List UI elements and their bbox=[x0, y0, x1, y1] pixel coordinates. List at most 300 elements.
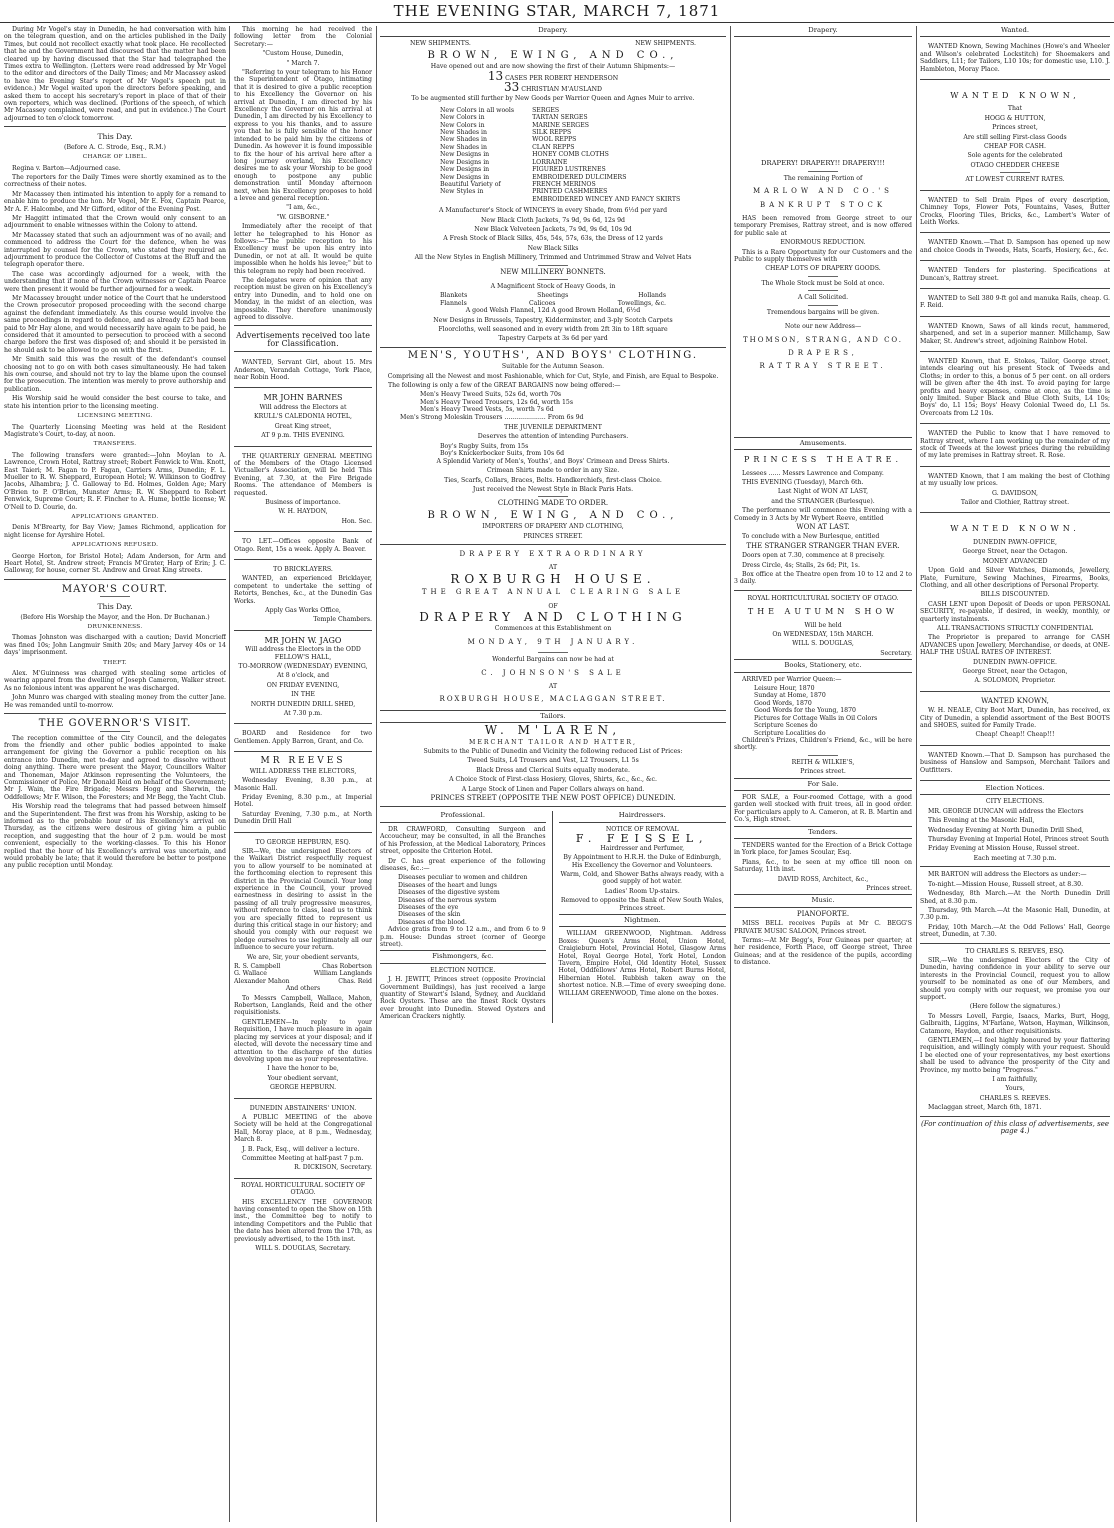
advert-text: Princes street, bbox=[992, 124, 1038, 132]
article-paragraph: The case was accordingly adjourned for a week, with the understanding that if none of the Crown witnesses or Captain Pearce were then present it would be further adjourned for a week. bbox=[4, 270, 226, 293]
advert-text: Dress Circle, 4s; Stalls, 2s 6d; Pit, 1s. bbox=[742, 561, 860, 569]
goods-item: New Styles in bbox=[440, 188, 484, 196]
book-item: Good Words, 1870 bbox=[754, 699, 812, 707]
advert-text: AT 9 p.m. THIS EVENING. bbox=[261, 432, 345, 440]
goods-item: New Shades in bbox=[440, 136, 487, 144]
signatory: Chas Robertson bbox=[322, 963, 372, 971]
divider bbox=[920, 1116, 1110, 1117]
advert-text: WANTED Known.—That D. Sampson has purchased the business of Hanslow and Sampson, Merchant Tailors and Outfitters. bbox=[920, 751, 1110, 774]
advert-text: Comprising all the Newest and most Fashionable, which for Cut, Style, and Finish, are Equal to Bespoke. bbox=[387, 372, 719, 380]
advert-title: WANTED KNOWN, bbox=[950, 91, 1080, 101]
advert-text: and the STRANGER (Burlesque). bbox=[771, 497, 875, 505]
advert-text: New Designs in Brussels, Tapestry, Kidderminster, and 3-ply Scotch Carpets bbox=[433, 316, 673, 324]
advert-text: Saturday Evening, 7.30 p.m., at North Dunedin Drill Hall bbox=[234, 810, 372, 826]
advert-text: SIR—We, the undersigned Electors of the Waikari District respectfully request you to allow yourself to be nominated at the forthcoming election to represent this district in the Provincial Council. Your long experience in the Council, your proved earnestness in desiring to assist in the passing of all truly progressive measures, without reference to class, lead us to think you are specially fitted to represent us during this critical stage in our history; and should you comply with our request we pledge ourselves to use legitimately all our influence to secure your return. bbox=[234, 847, 372, 952]
advert-text: WANTED to Sell Drain Pipes of every description, Chimney Tops, Flower Pots, Fountains, Vases, Butter Crocks, Flooring Tiles, Bricks, &c., Lambert's Water of Leith Works. bbox=[920, 196, 1110, 226]
advert-text: MONEY ADVANCED bbox=[982, 557, 1048, 565]
court-bench: (Before His Worship the Mayor, and the Hon. Dr Buchanan.) bbox=[20, 613, 210, 621]
advert-text: BOARD and Residence for two Gentlemen. Apply Barron, Grant, and Co. bbox=[234, 730, 372, 745]
section-heading: MAYOR'S COURT. bbox=[61, 583, 169, 595]
goods-item: Flannels bbox=[440, 299, 467, 307]
advert-title: PIANOFORTE. bbox=[796, 909, 850, 918]
advert-title: ENORMOUS REDUCTION. bbox=[780, 239, 866, 247]
goods-item: HONEY COMB CLOTHS bbox=[532, 151, 609, 159]
goods-item: Hollands bbox=[638, 292, 666, 300]
advert-text: To be augmented still further by New Goods per Warrior Queen and Agnes Muir to arrive. bbox=[411, 95, 695, 103]
article-paragraph: Mr Smith said this was the result of the defendant's counsel choosing not to go on with both cases simultaneously. He had taken his own course, and should not try to lay the blame upon the counsel for the prosecution. The intention was merely to prove authorship and publication. bbox=[4, 356, 226, 393]
advert-text: THIS EVENING (Tuesday), March 6th. bbox=[742, 478, 864, 486]
section-label: Tailors. bbox=[380, 710, 726, 723]
advert-wanted bbox=[920, 236, 1110, 261]
advert-hepburn bbox=[234, 836, 372, 1099]
article-paragraph: Immediately after the receipt of that letter he telegraphed to his Honor as follows:—"The public reception to his Excellency must be upon his entry into Dunedin, or not at all. It would be quite impossible when he holds his levee;" but to this telegram no reply had been received. bbox=[234, 223, 372, 275]
advert-title: F. FEISSEL, bbox=[575, 832, 709, 846]
article-paragraph: Thomas Johnston was discharged with a caution; David Moncrieff was fined 10s; John Langmuir Smith 20s; and Mary Jarvey 40s or 14 days' imprisonment. bbox=[4, 634, 226, 657]
signatory-row bbox=[234, 978, 372, 985]
advert-title: MR JOHN BARNES bbox=[263, 393, 343, 403]
brown-ewing-title: BROWN, EWING, AND CO., bbox=[427, 509, 679, 521]
advert-text: J. B. Pack, Esq., will deliver a lecture. bbox=[242, 1145, 360, 1153]
advert-title: MR JOHN W. JAGO bbox=[264, 635, 342, 645]
shipments-row bbox=[380, 40, 726, 47]
goods-item: New Colors in bbox=[440, 121, 485, 129]
advert-text: To conclude with a New Burlesque, entitled bbox=[742, 533, 880, 541]
advert-pawn-office bbox=[920, 516, 1110, 691]
advert-title: THOMSON, STRANG, AND CO. bbox=[743, 335, 903, 344]
advert-text: Princes street. bbox=[800, 768, 846, 776]
advert-text: Dr C. has great experience of the following diseases, &c.:— bbox=[380, 857, 546, 872]
advert-text: MR BARTON will address the Electors as under:— bbox=[928, 871, 1087, 879]
advert-text: New Black Silks bbox=[527, 244, 579, 252]
advert-text: Box office at the Theatre open from 10 to 12 and 2 to 3 daily. bbox=[734, 571, 912, 586]
advert-title: NOTICE OF REMOVAL bbox=[605, 825, 679, 833]
column-rule bbox=[229, 26, 230, 1522]
cases-row bbox=[380, 80, 726, 95]
advert-text: WILL ADDRESS THE ELECTORS, bbox=[249, 767, 357, 775]
goods-item: Towellings, &c. bbox=[617, 299, 666, 307]
goods-item: EMBROIDERED WINCEY AND FANCY SKIRTS bbox=[532, 195, 681, 203]
advert-text: DUNEDIN PAWN-OFFICE. bbox=[973, 658, 1057, 666]
advert-text: AT bbox=[548, 683, 558, 690]
advert-title: TO CHARLES S. REEVES, ESQ. bbox=[965, 947, 1065, 955]
classified-right bbox=[559, 811, 727, 1022]
advert-reeves bbox=[234, 755, 372, 832]
continuation-note: (For continuation of this class of advertisements, see page 4.) bbox=[921, 1119, 1109, 1136]
advert-text: Doors open at 7.30, commence at 8 precisely. bbox=[742, 552, 885, 560]
advert-text: Sole agents for the celebrated bbox=[967, 152, 1063, 160]
advert-abstainers bbox=[234, 1102, 372, 1179]
masthead-title: THE EVENING STAR, MARCH 7, 1871 bbox=[0, 0, 1114, 23]
advert-text: At 8 o'clock, and bbox=[276, 672, 330, 680]
sale-date: MONDAY, 9TH JANUARY. bbox=[467, 637, 639, 646]
divider bbox=[4, 126, 226, 127]
goods-item: Blankets bbox=[440, 292, 468, 300]
advert-text: DR CRAWFORD, Consulting Surgeon and Accoucheur, may be consulted, in all the Branches of his Profession, at the Medical Laboratory, Princes street, opposite the Criterion Hotel. bbox=[380, 825, 546, 856]
book-item: Good Words for the Young, 1870 bbox=[754, 707, 856, 715]
divider bbox=[734, 590, 912, 591]
article-paragraph: The following transfers were granted:—John Moylan to A. Lawrence, Crown Hotel, Rattray street; Robert Fenwick to Wm. Knott, East Taieri; M. Fagan to P. Fagan, Carriers Arms, Dunedin; F. L. Mueller to R. W. Sheppard, European Hotel; W. Wilkinson to Godfrey Jacobs, Alhambra; J. C. Galloway to Ed. Holmes, Golden Age; Mary O'Brien to P. O'Brien, Munster Arms; R. W. Sheppard to Robert Fenwick, Supreme Court; R. F. Fincher to A. Hume, bottle license; W. O'Neil to D. Courie, do. bbox=[4, 451, 226, 511]
advert-text: WANTED Known, Sewing Machines (Howe's and Wheeler and Wilson's celebrated Lockstitch) for Shoemakers and Saddlers, L11; for Tailors, L10 10s; for domestic use, L10. J. Hambleton, Moray Place. bbox=[920, 43, 1110, 73]
section-label: Drapery. bbox=[734, 26, 912, 37]
advert-text: TO LET.—Offices opposite Bank of Otago. Rent, 15s a week. Apply A. Beaver. bbox=[234, 538, 372, 553]
goods-item: New Designs in bbox=[440, 151, 490, 159]
advert-text: Temple Chambers. bbox=[313, 616, 372, 624]
advert-text: That bbox=[1007, 105, 1023, 113]
advert-text: A Large Stock of Linen and Paper Collars always on hand. bbox=[461, 785, 645, 793]
divider bbox=[808, 171, 838, 172]
goods-item: New Shades in bbox=[440, 129, 487, 137]
advert-text: Crimean Shirts made to order in any Size. bbox=[486, 467, 620, 475]
advert-text: Wonderful Bargains can now be had at bbox=[492, 656, 614, 664]
divider bbox=[808, 290, 838, 291]
advert-title: MARLOW AND CO.'S bbox=[753, 187, 893, 196]
advert-text: Business of importance. bbox=[265, 498, 341, 506]
advert-text: Children's Prizes, Children's Friend, &c., will be here shortly. bbox=[734, 736, 912, 752]
signatory: Alexander Mahon bbox=[234, 977, 290, 985]
advert-title: DRAPERY! DRAPERY!! DRAPERY!!! bbox=[761, 159, 885, 168]
advert-text: GENTLEMEN—In reply to your Requisition, I have much pleasure in again placing my services at your disposal; and if elected, will devote the necessary time and attention to the discharge of the duties devolving upon me as your representative. bbox=[234, 1018, 372, 1063]
divider bbox=[538, 279, 568, 280]
advert-text: The performance will commence this Evening with a Comedy in 3 Acts by Mr Wybert Reeve, entitled bbox=[734, 507, 912, 522]
advert-royal-horticultural bbox=[234, 1182, 372, 1253]
section-label: Books, Stationery, etc. bbox=[734, 659, 912, 672]
advert-text: Black Dress and Clerical Suits equally moderate. bbox=[476, 766, 630, 774]
advert-text: G. DAVIDSON, bbox=[992, 489, 1038, 497]
advert-text: WILL S. DOUGLAS, bbox=[792, 640, 854, 648]
advert-text: A Splendid Variety of Men's, Youths', and Boys' Crimean and Dress Shirts. bbox=[436, 457, 670, 465]
goods-item: Beautiful Variety of bbox=[440, 180, 501, 188]
classified-left bbox=[380, 811, 546, 1022]
advert-text: IMPORTERS OF DRAPERY AND CLOTHING, bbox=[482, 523, 624, 531]
letter-signature: "W. GISBORNE." bbox=[276, 213, 330, 221]
article-paragraph: His Worship said he would consider the best course to take, and state his intention prior to the licensing meeting. bbox=[4, 395, 226, 410]
advert-text: By Appointment to H.R.H. the Duke of Edinburgh, His Excellency the Governor and Volunteers. bbox=[563, 854, 722, 869]
advert-text: KRULL'S CALEDONIA HOTEL, bbox=[254, 413, 352, 421]
advert-text: Cheap! Cheap!! Cheap!!! bbox=[975, 731, 1055, 739]
article-paragraph: Mr Haggitt intimated that the Crown would only consent to an adjournment to enable witnesses within the Colony to attend. bbox=[4, 214, 226, 230]
advert-text: This Evening at the Masonic Hall, bbox=[928, 817, 1035, 825]
column-rule bbox=[916, 26, 917, 1522]
section-label: Amusements. bbox=[734, 437, 912, 450]
advert-text: AT LOWEST CURRENT RATES. bbox=[965, 176, 1065, 184]
advert-text: Ties, Scarfs, Collars, Braces, Belts. Handkerchiefs, first-class Choice. bbox=[444, 476, 662, 484]
disease-item: Diseases of the eye bbox=[398, 903, 459, 911]
advert-wanted bbox=[920, 320, 1110, 352]
divider bbox=[380, 544, 726, 545]
bargain-item: Men's Heavy Tweed Vests, 5s, worth 7s 6d bbox=[420, 406, 554, 414]
advert-text: A Call Solicited. bbox=[797, 294, 849, 302]
advert-text: Advice gratis from 9 to 12 a.m., and from 6 to 9 p.m. House: Dundas street (corner of George street). bbox=[380, 926, 546, 948]
advert-text: We are, Sir, your obedient servants, bbox=[246, 953, 360, 961]
divider bbox=[234, 351, 372, 352]
article-paragraph: Regina v. Barton—Adjourned case. bbox=[12, 164, 121, 172]
article-paragraph: The reporters for the Daily Times were shortly examined as to the correctness of their notes. bbox=[4, 173, 226, 189]
advert-text: GEORGE HEPBURN. bbox=[269, 1084, 337, 1092]
advert-text: PRINCES STREET. bbox=[523, 532, 583, 540]
cases-row bbox=[380, 68, 726, 83]
advert-text: CASH LENT upon Deposit of Deeds or upon PERSONAL SECURITY, re-payable, if desired, in weekly, monthly, or quarterly instalments. bbox=[920, 600, 1110, 623]
advert-text: Secretary. bbox=[880, 649, 912, 657]
advert-text: Each meeting at 7.30 p.m. bbox=[973, 854, 1057, 862]
advert-text: ALL TRANSACTIONS STRICTLY CONFIDENTIAL bbox=[936, 624, 1094, 632]
letter-address: "Custom House, Dunedin, bbox=[262, 50, 344, 58]
advert-wanted bbox=[920, 470, 1110, 514]
column-rule bbox=[376, 26, 377, 1522]
signatory-row bbox=[234, 963, 372, 970]
advert-text: WANTED, an experienced Bricklayer, competent to undertake the setting of Retorts, Benches, &c., at the Dunedin Gas Works. bbox=[234, 575, 372, 605]
column-news bbox=[4, 26, 226, 1522]
advert-text: Wednesday, 8th March.—At the North Dunedin Drill Shed, at 8.30 p.m. bbox=[920, 890, 1110, 905]
advert-text: Last Night of WON AT LAST, bbox=[777, 488, 869, 496]
goods-item: New Shades in bbox=[440, 143, 487, 151]
advert-text: DUNEDIN PAWN-OFFICE, bbox=[973, 538, 1057, 546]
advert-text: ARRIVED per Warrior Queen:— bbox=[742, 675, 842, 683]
book-item: Scripture Localities do bbox=[754, 729, 826, 737]
advert-text: OF bbox=[548, 602, 558, 610]
advert-text: WILLIAM GREENWOOD, Nightman. Address Boxes: Queen's Arms Hotel, Union Hotel, Craigieburn Hotel, Provincial Hotel, Glasgow Arms Hotel, Royal George Hotel, York Hotel, London Tavern, Empire Hotel, Old Identity Hotel, Sussex Hotel, Oddfellows' Arms Hotel, Robert Burns Hotel, Hibernian Hotel. Rubbish taken away on the shortest notice. N.B.—Time of every sweeping done. WILLIAM GREENWOOD, Time alone on the boxes. bbox=[558, 930, 726, 997]
advert-title: WON AT LAST. bbox=[796, 522, 850, 531]
subheading: DRUNKENNESS. bbox=[87, 624, 143, 631]
advert-text: THE QUARTERLY GENERAL MEETING of the Members of the Otago Licensed Victualler's Association, will be held This Evening, at 7.30, at the Fire Brigade Rooms. The attendance of Members is requested. bbox=[234, 452, 372, 497]
advert-text: Friday, 10th March.—At the Odd Fellows' Hall, George street, Dunedin, at 7.30. bbox=[920, 923, 1110, 939]
advert-text: New Black Velveteen Jackets, 7s 9d, 9s 6d, 10s 9d bbox=[474, 225, 632, 233]
section-heading: Advertisements received too late for Classification. bbox=[236, 331, 370, 348]
advert-text: WANTED Known, that I am making the best of Clothing at my usually low prices. bbox=[920, 472, 1110, 488]
divider bbox=[808, 305, 838, 306]
advert-text: Maclaggan street, March 6th, 1871. bbox=[928, 1104, 1042, 1112]
advert-title: CITY ELECTIONS. bbox=[985, 798, 1045, 806]
goods-item: Sheetings bbox=[537, 292, 569, 300]
advert-title: MR REEVES bbox=[260, 756, 346, 767]
ship-name: CHRISTIAN M'AUSLAND bbox=[521, 86, 603, 94]
divider bbox=[538, 652, 568, 653]
letter-closing: "I am, &c., bbox=[286, 204, 320, 212]
advert-bricklayers bbox=[234, 563, 372, 631]
advert-text: To Messrs Lovell, Fargie, Isaacs, Marks, Burt, Hogg, Galbraith, Liggins, M'Farlane, Watson, Hayman, Wilkinson, Catamore, Haydon, and other requisitionists. bbox=[920, 1012, 1110, 1035]
advert-text: MISS BELL receives Pupils at Mr C. BEGG'S PRIVATE MUSIC SALOON, Princes street. bbox=[734, 920, 912, 935]
goods-left-list bbox=[440, 107, 514, 203]
goods-list bbox=[380, 107, 726, 203]
advert-text: ROXBURGH HOUSE, MACLAGGAN STREET. bbox=[439, 695, 667, 704]
signatory: G. Wallace bbox=[234, 970, 267, 978]
advert-text: PRINCES STREET (OPPOSITE THE NEW POST OFFICE) DUNEDIN. bbox=[430, 794, 676, 803]
advert-text: Boy's Knickerbocker Suits, from 10s 6d bbox=[440, 450, 565, 458]
goods-item: New Colors in all wools bbox=[440, 106, 515, 114]
column-rule bbox=[730, 26, 731, 1522]
section-heading: THE GOVERNOR'S VISIT. bbox=[38, 718, 192, 730]
column-rule bbox=[552, 811, 553, 1022]
disease-item: Diseases of the heart and lungs bbox=[398, 881, 497, 889]
goods-item: New Designs in bbox=[440, 158, 490, 166]
disease-item: Diseases peculiar to women and children bbox=[398, 874, 528, 882]
divider bbox=[808, 276, 838, 277]
section-label: Wanted. bbox=[920, 26, 1110, 37]
advert-text: ON FRIDAY EVENING, bbox=[266, 681, 340, 689]
article-paragraph: Denis M'Brearty, for Bay View; James Richmond, application for night license for Ayrshire Hotel. bbox=[4, 524, 226, 539]
letter-date: " March 7. bbox=[286, 59, 320, 67]
subheading: THEFT. bbox=[103, 659, 127, 666]
goods-item: New Colors in bbox=[440, 114, 485, 122]
advert-title: DUNEDIN ABSTAINERS' UNION. bbox=[249, 1104, 357, 1112]
advert-text: Princes street. bbox=[866, 885, 912, 892]
bargain-item: Men's Heavy Tweed Trousers, 12s 6d, worth 15s bbox=[420, 398, 573, 406]
goods-item: WOOL REPPS bbox=[532, 136, 577, 144]
advert-text: DAVID ROSS, Architect, &c., bbox=[777, 875, 869, 883]
subheading: APPLICATIONS GRANTED. bbox=[71, 513, 159, 520]
column-news-and-ads bbox=[234, 26, 372, 1522]
advert-text: BILLS DISCOUNTED. bbox=[980, 591, 1050, 599]
advert-text: Thursday Evening at Imperial Hotel, Princes street South bbox=[928, 836, 1109, 844]
advert-text: Will address the Electors at bbox=[259, 403, 347, 411]
mlaren-title: W. M'LAREN, bbox=[484, 723, 622, 738]
bargain-item: Men's Strong Moleskin Trousers ..................... From 6s 9d bbox=[400, 413, 584, 421]
advert-wanted bbox=[920, 427, 1110, 467]
advert-text: Apply Gas Works Office, bbox=[265, 607, 341, 614]
advert-title: C. JOHNSON'S SALE bbox=[481, 668, 625, 677]
advert-text: The Proprietor is prepared to arrange for CASH ADVANCES upon Jewellery, Merchandise, or deeds, at ONE-HALF THE USUAL RATES OF INTEREST. bbox=[920, 634, 1110, 657]
advert-text: Lessees ...... Messrs Lawrence and Company. bbox=[742, 469, 884, 477]
heavy-goods-row bbox=[380, 292, 726, 299]
book-item: Leisure Hour, 1870 bbox=[754, 685, 815, 693]
advert-barnes bbox=[234, 391, 372, 446]
advert-text: A Magnificent Stock of Heavy Goods, in bbox=[490, 282, 616, 290]
advert-text: A Fresh Stock of Black Silks, 45s, 54s, 57s, 63s, the Dress of 12 yards bbox=[443, 235, 663, 243]
advert-text: R. DICKISON, Secretary. bbox=[294, 1164, 372, 1172]
advert-wanted bbox=[920, 292, 1110, 317]
book-item: Scripture Scenes do bbox=[754, 722, 818, 730]
advert-text: A PUBLIC MEETING of the above Society will be held at the Congregational Hall, Moray place, at 8 p.m., Wednesday, March 8. bbox=[234, 1113, 372, 1144]
advert-text: Ladies' Room Up-stairs. bbox=[604, 887, 680, 895]
article-paragraph: Mr Macassey then intimated his intention to apply for a remand to enable him to produce the hon. Mr Vogel, Mr E. Fox, Captain Pearce, Mr A. F. Halcombe, and Mr Gifford, editor of the Evening Post. bbox=[4, 190, 226, 213]
advert-text: TENDERS wanted for the Erection of a Brick Cottage in York place, for James Scoular, Esq. bbox=[734, 841, 912, 857]
advert-text: MERCHANT TAILOR AND HATTER, bbox=[469, 738, 637, 746]
advert-text: Wednesday Evening at North Dunedin Drill Shed, bbox=[928, 826, 1084, 834]
advert-text: George Street, near the Octagon. bbox=[962, 548, 1068, 556]
disease-item: Diseases of the nervous system bbox=[398, 896, 497, 904]
blank-space bbox=[734, 40, 912, 160]
advert-text: Note our new Address— bbox=[784, 323, 862, 331]
section-heading: This Day. bbox=[97, 132, 133, 142]
subheading: TRANSFERS. bbox=[93, 441, 137, 448]
heavy-goods-row bbox=[380, 300, 726, 307]
advert-text: Are still selling First-class Goods bbox=[963, 133, 1067, 141]
advert-text: Tailor and Clothier, Rattray street. bbox=[960, 499, 1070, 507]
section-label: Nightmen. bbox=[559, 914, 727, 927]
advert-text: I have the honor to be, bbox=[267, 1065, 339, 1073]
divider bbox=[1000, 172, 1030, 173]
advert-text: The Whole Stock must be Sold at once. bbox=[761, 279, 885, 287]
court-bench: (Before A. C. Strode, Esq., R.M.) bbox=[64, 143, 166, 151]
ship-name: CASES PER ROBERT HENDERSON bbox=[505, 74, 619, 82]
diseases-list bbox=[380, 874, 546, 926]
divider bbox=[920, 943, 1110, 944]
advert-to-let bbox=[234, 535, 372, 560]
section-label: Drapery. bbox=[380, 26, 726, 37]
advert-jago bbox=[234, 634, 372, 725]
section-label: Music. bbox=[734, 894, 912, 907]
advert-text: Have opened out and are now showing the first of their Autumn Shipments:— bbox=[430, 63, 676, 71]
signatory: R. S. Campbell bbox=[234, 963, 281, 971]
advert-text: Upon Gold and Silver Watches, Diamonds, Jewellery, Plate, Furniture, Sewing Machines, Firearms, Books, Clothing, and all other descriptions of Personal Property. bbox=[920, 567, 1110, 589]
advert-text: Hon. Sec. bbox=[341, 517, 372, 525]
advert-text: To Messrs Campbell, Wallace, Mahon, Robertson, Langlands, Reid and the other requisitionists. bbox=[234, 994, 372, 1017]
advert-text: A. SOLOMON, Proprietor. bbox=[974, 677, 1056, 685]
advert-wanted bbox=[920, 264, 1110, 289]
advert-text: I am faithfully, bbox=[992, 1076, 1038, 1084]
goods-item: CLAN REPPS bbox=[532, 143, 575, 151]
advert-text: (Here follow the signatures.) bbox=[969, 1003, 1061, 1011]
advert-text: NORTH DUNEDIN DRILL SHED, bbox=[250, 700, 356, 708]
goods-item: SERGES bbox=[532, 106, 560, 114]
disease-item: Diseases of the blood. bbox=[398, 918, 467, 926]
advert-text: Tapestry Carpets at 3s 6d per yard bbox=[498, 335, 608, 343]
advert-text: Thursday, 9th March.—At the Masonic Hall, Dunedin, at 7.30 p.m. bbox=[920, 906, 1110, 922]
advert-text: Friday Evening at Mission House, Russel street. bbox=[928, 845, 1080, 853]
goods-item: SILK REPPS bbox=[532, 129, 572, 137]
advert-text: HIS EXCELLENCY THE GOVERNOR having consented to open the Show on 15th inst., the Committee beg to notify to intending Competitors and the Public that the date has been altered from the 17th, as previously advertised, to the 15th inst. bbox=[234, 1198, 372, 1243]
advert-text: This is a Rare Opportunity for our Customers and the Public to supply themselves with bbox=[734, 248, 912, 264]
goods-item: FIGURED LUSTRENES bbox=[532, 166, 606, 174]
advert-text: All the New Styles in English Millinery, Trimmed and Untrimmed Straw and Velvet Hats bbox=[414, 254, 692, 262]
advert-text: Friday Evening, 8.30 p.m., at Imperial Hotel. bbox=[234, 793, 372, 809]
advert-text: RATTRAY STREET. bbox=[759, 362, 887, 371]
advert-text: HOGG & HUTTON, bbox=[984, 114, 1046, 122]
article-paragraph: The reception committee of the City Council, and the delegates from the friendly and other public bodies appointed to make arrangement for giving the Governor a public reception on his entrance into Dunedin, met to-day and agreed to dissolve without doing anything. There were present the Mayor, Councillors Walter and Thoneman, Major Atkinson representing the Volunteers, the Commissioner of Police, Mr Donald Reid on behalf of the Government; Mr J. Wain, the Fire Brigade; Messrs Hogg and Sherwin, the Oddfellows; Mr F. Wilson, the Foresters; and Mr Begg, the Yacht Club. bbox=[4, 734, 226, 801]
advert-text: OTAGO CHEDDER CHEESE bbox=[970, 161, 1060, 169]
divider bbox=[538, 496, 568, 497]
section-label: Hairdressers. bbox=[559, 811, 727, 822]
advert-text: New Black Cloth Jackets, 7s 9d, 9s 6d, 12s 9d bbox=[481, 216, 625, 224]
subheading: APPLICATIONS REFUSED. bbox=[71, 542, 159, 549]
advert-text: WANTED to Sell 380 9-ft gol and manuka Rails, cheap. G. F. Reid. bbox=[920, 294, 1110, 310]
advert-text: Plans, &c., to be seen at my office till noon on Saturday, 11th inst. bbox=[734, 858, 912, 874]
brown-ewing-title: BROWN, EWING, AND CO., bbox=[427, 49, 679, 61]
advert-wanted bbox=[920, 355, 1110, 424]
divider bbox=[4, 579, 226, 580]
column-drapery bbox=[380, 26, 726, 1522]
advert-title: TO BRICKLAYERS. bbox=[273, 565, 333, 573]
advert-text: Terms:—At Mr Begg's, Four Guineas per quarter; at her residence, Forth Place, off George street, Three Guineas; and at the residence of the pupils, according to distance. bbox=[734, 937, 912, 967]
advert-board bbox=[234, 727, 372, 752]
advert-text: CHEAP FOR CASH. bbox=[983, 143, 1047, 151]
advert-wanted bbox=[920, 194, 1110, 234]
goods-item: New Designs in bbox=[440, 173, 490, 181]
disease-item: Diseases of the skin bbox=[398, 911, 461, 919]
advert-text: And others bbox=[285, 985, 321, 993]
divider bbox=[380, 806, 726, 807]
advert-text: W. H. HAYDON, bbox=[278, 508, 328, 516]
advert-text: J. H. JEWITT, Princes street (opposite Provincial Government Buildings), has just received a large quantity of Stewart's Island, Sydney, and Auckland Rock Oysters. These are the finest Rock Oysters ever brought into Dunedin. Stewed Oysters and American Crackers nightly. bbox=[380, 976, 546, 1021]
advert-text: IN THE bbox=[291, 691, 315, 699]
article-paragraph: Mr Macassey brought under notice of the Court that he understood the Crown prosecutor proposed proceeding with the second charge against the defendant immediately. As this course would involve the same proceedings in regard to defence, and as already £25 had been paid to Mr Hay alone, and would necessarily have again to be paid, he considered that it amounted to persecution to proceed with a second charge before the first was disposed of; and should it be persisted in he should ask to be allowed to go on with the first. bbox=[4, 295, 226, 354]
shipments-label: NEW SHIPMENTS. bbox=[635, 40, 696, 48]
advert-text: WANTED Known, that E. Stokes, Tailor, George street, intends clearing out his present Stock of Tweeds and Cloths; in order to this, a bonus of 5 per cent. on all orders will be given after the 4th inst. To avoid paying for large profits and heavy expenses, come at once, as the time is only limited. Super Black and Blue Cloth Suits, L4 10s; Boys' do, L1 15s; Boys' Heavy Colonial Tweed do, L1 5s. Overcoats from L2 10s. bbox=[920, 357, 1110, 417]
advert-text: Committee Meeting at half-past 7 p.m. bbox=[242, 1154, 364, 1162]
drapery-clothing-title: DRAPERY AND CLOTHING bbox=[419, 609, 687, 624]
goods-item: PRINTED CASHMERES bbox=[532, 188, 608, 196]
roxburgh-title: ROXBURGH HOUSE. bbox=[450, 571, 656, 586]
section-label: Professional. bbox=[380, 811, 546, 822]
blank-space bbox=[734, 377, 912, 437]
advert-title: THE AUTUMN SHOW bbox=[747, 607, 899, 617]
article-paragraph: George Horton, for Bristol Hotel; Adam Anderson, for Arm and Heart Hotel, St. Andrew street; Francis M'Grater, Harp of Erin; J. C. Galloway, for house, corner St. Andrew and Great King streets. bbox=[4, 552, 226, 575]
advert-title: REITH & WILKIE'S, bbox=[791, 758, 855, 766]
advert-text: Tweed Suits, L4 Trousers and Vest, L2 Trousers, L1 5s bbox=[467, 757, 639, 765]
advert-text: WANTED, Servant Girl, about 15. Mrs Anderson, Verandah Cottage, York Place, near Robin Hood. bbox=[234, 359, 372, 382]
advert-text: WANTED Tenders for plastering. Specifications at Duncan's, Rattray street. bbox=[920, 267, 1110, 282]
article-paragraph: Mr Macassey stated that such an adjournment was of no avail; and commenced to address the Court for the defence, when he was interrupted by counsel for the Crown, who stated they required an adjournment to produce the Collector of Customs at the Bluff and the telegraph operator there. bbox=[4, 231, 226, 269]
advert-title: ROYAL HORTICULTURAL SOCIETY OF OTAGO. bbox=[240, 1181, 366, 1197]
